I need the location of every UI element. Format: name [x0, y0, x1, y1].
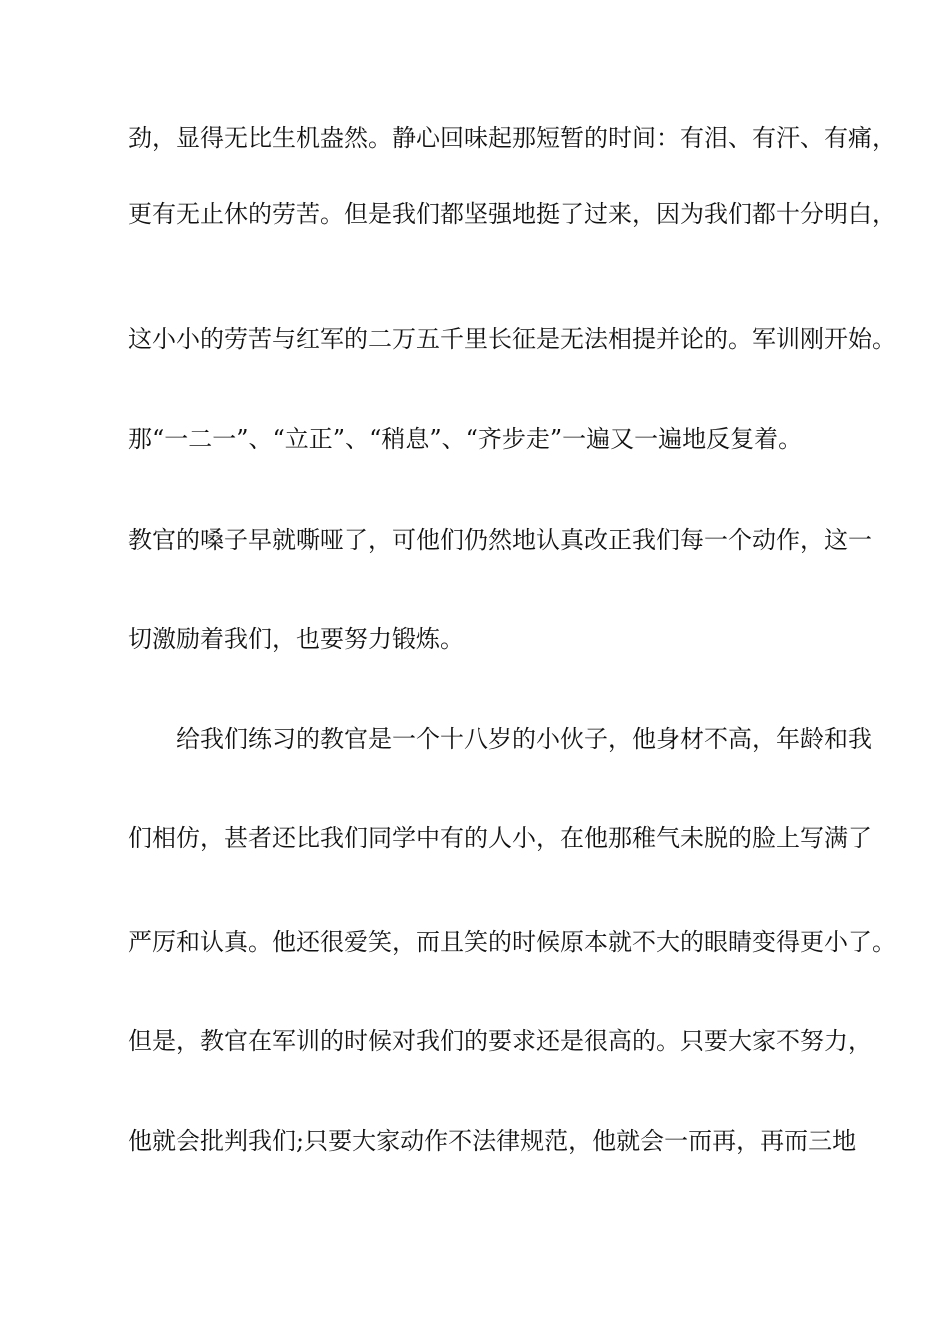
text-line: 更有无止休的劳苦。但是我们都坚强地挺了过来，因为我们都十分明白，: [128, 200, 896, 228]
text-line: 他就会批判我们;只要大家动作不法律规范，他就会一而再，再而三地: [128, 1127, 857, 1155]
text-line: 切激励着我们，也要努力锻炼。: [128, 625, 464, 653]
text-line: 劲，显得无比生机盎然。静心回味起那短暂的时间：有泪、有汗、有痛，: [128, 124, 896, 152]
paragraph-first-line: 给我们练习的教官是一个十八岁的小伙子，他身材不高，年龄和我: [176, 725, 872, 753]
text-line: 这小小的劳苦与红军的二万五千里长征是无法相提并论的。军训刚开始。: [128, 325, 896, 353]
text-line: 那“一二一”、“立正”、“稍息”、“齐步走”一遍又一遍地反复着。: [128, 425, 803, 453]
text-line: 但是，教官在军训的时候对我们的要求还是很高的。只要大家不努力，: [128, 1027, 872, 1055]
text-line: 们相仿，甚者还比我们同学中有的人小，在他那稚气未脱的脸上写满了: [128, 824, 872, 852]
text-line: 教官的嗓子早就嘶哑了，可他们仍然地认真改正我们每一个动作，这一: [128, 526, 872, 554]
text-line: 严厉和认真。他还很爱笑，而且笑的时候原本就不大的眼睛变得更小了。: [128, 928, 896, 956]
